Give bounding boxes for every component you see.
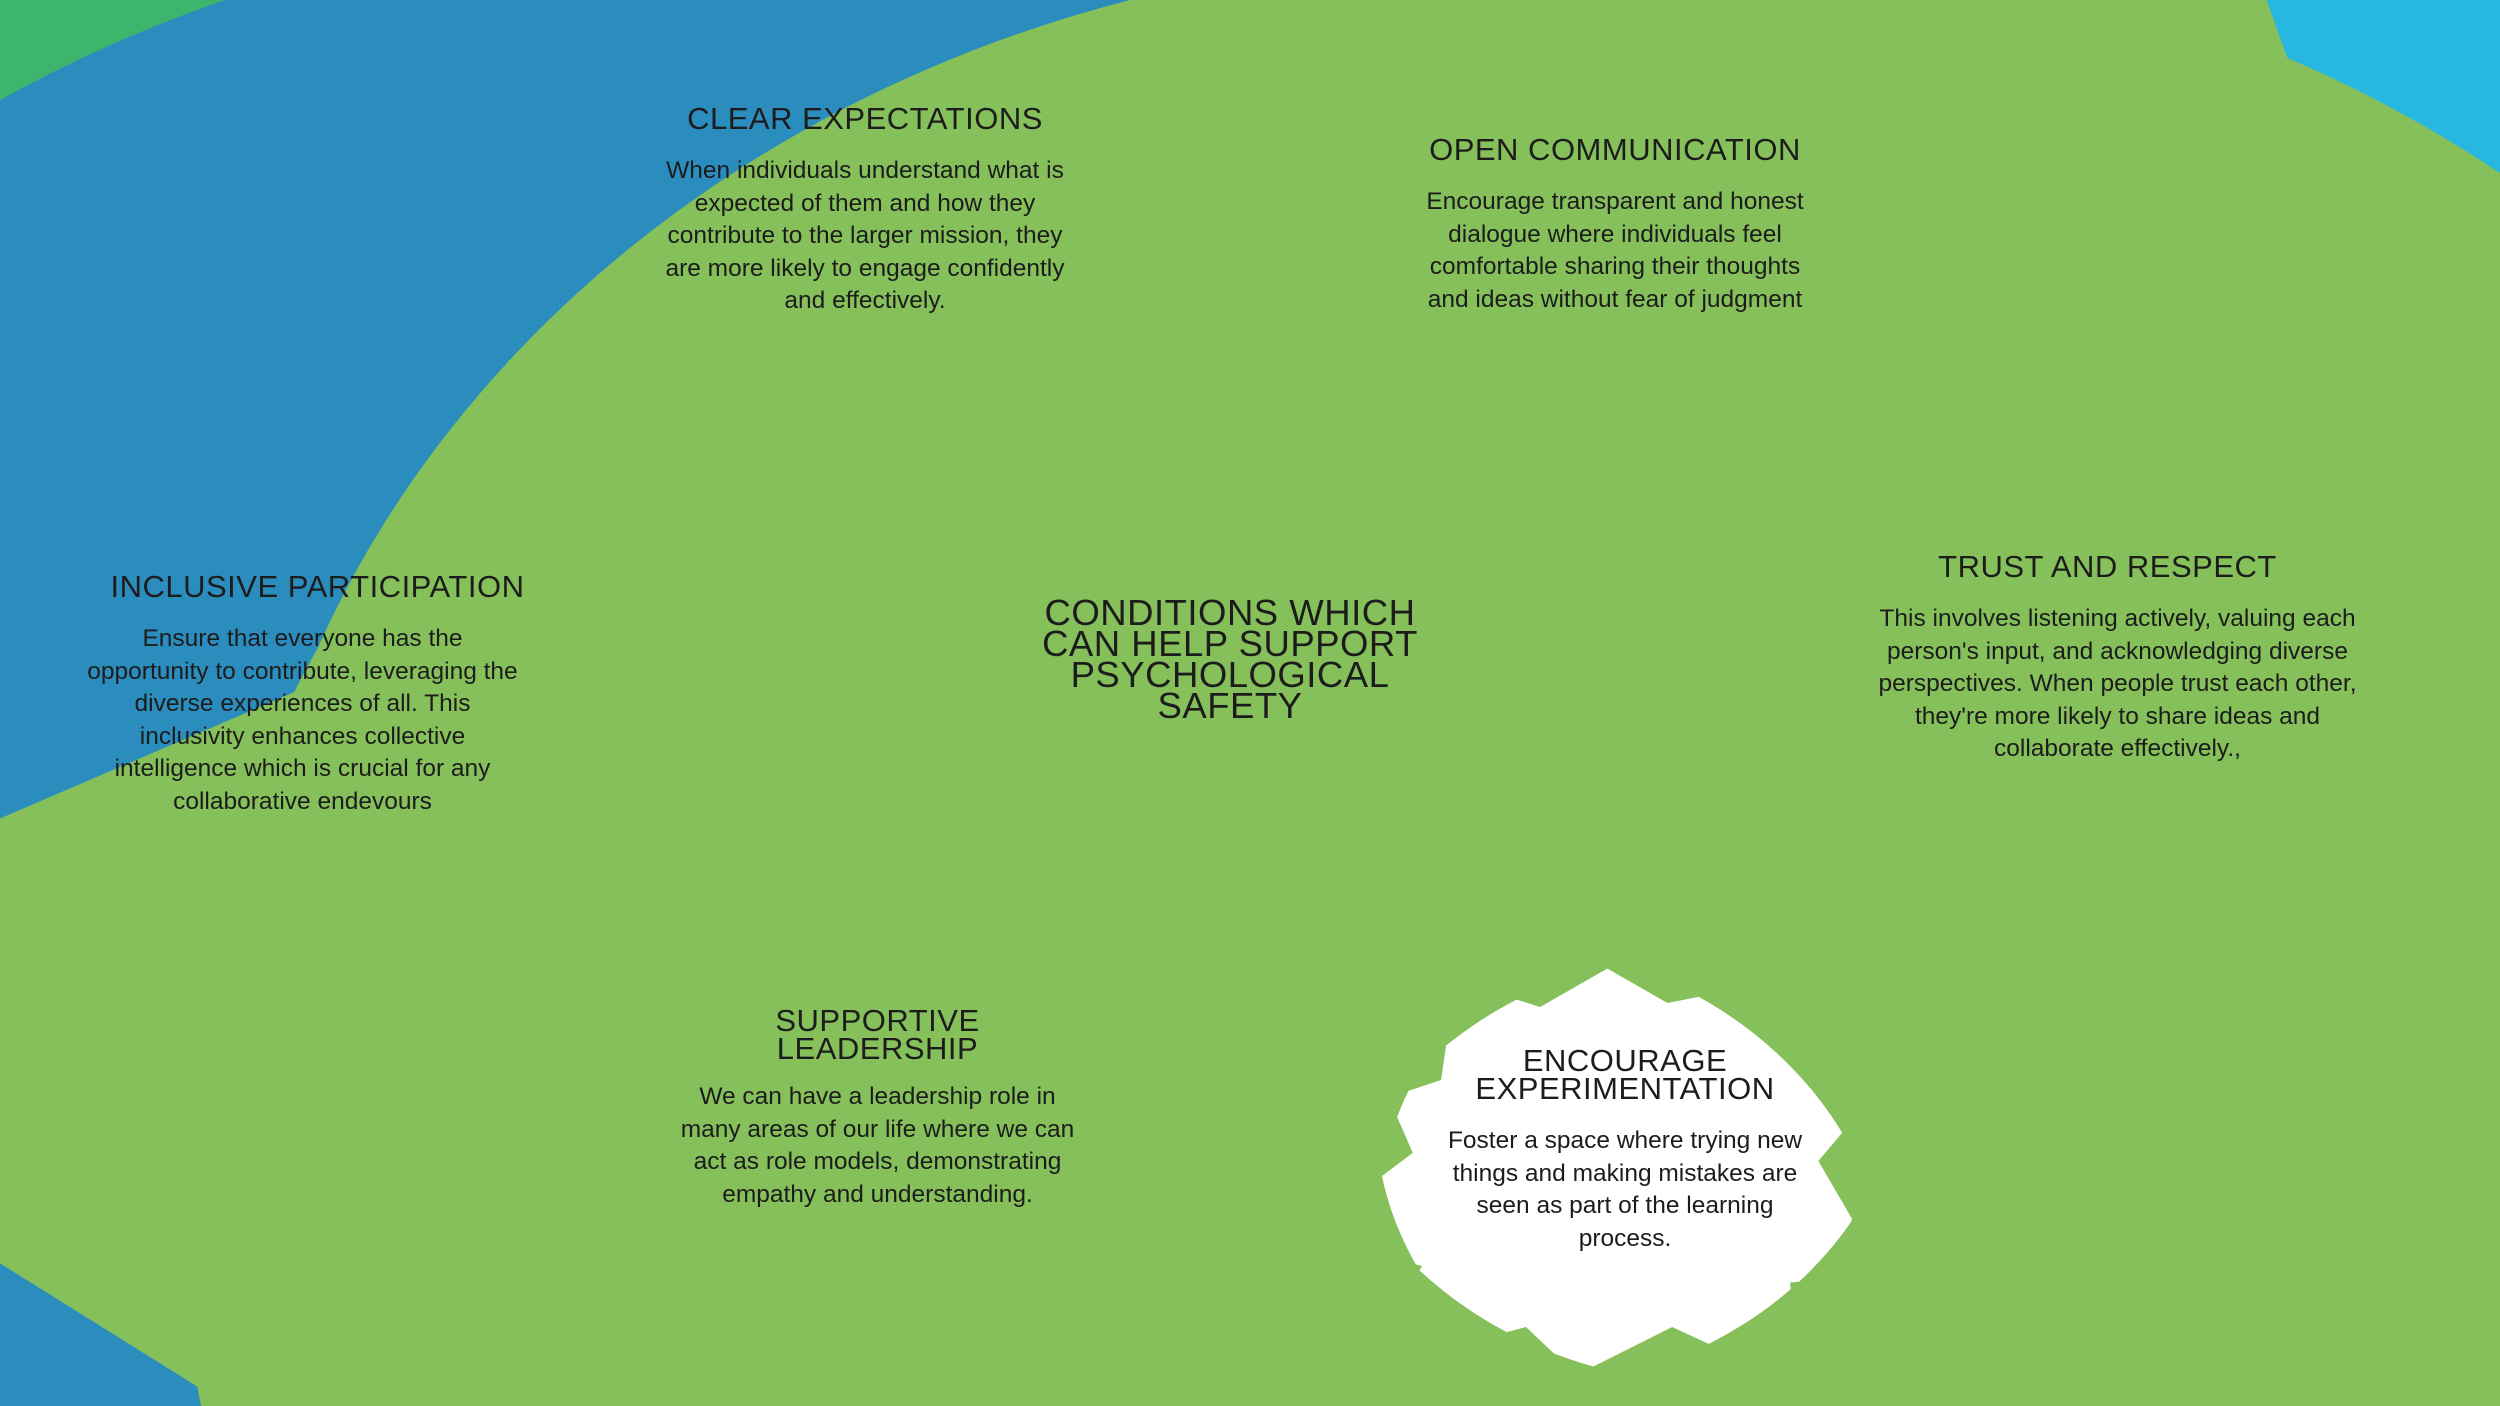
center-title: CONDITIONS WHICH CAN HELP SUPPORT PSYCHOLOGICAL SAFETY bbox=[1042, 592, 1418, 726]
inclusive-participation-title: INCLUSIVE PARTICIPATION bbox=[110, 569, 525, 604]
open-communication-title: OPEN COMMUNICATION bbox=[1429, 132, 1801, 167]
encourage-experimentation-title: ENCOURAGE EXPERIMENTATION bbox=[1475, 1043, 1775, 1106]
clear-expectations-cloud bbox=[665, 101, 1065, 318]
trust-respect-body: This involves listening actively, valuing each person's input, and acknowledging diverse perspectives. When people trust each other, they're more likely to share ideas and collaborate effectively., bbox=[1878, 605, 2357, 762]
open-communication-body: Encourage transparent and honest dialogue where individuals feel comfortable sharing their thoughts and ideas without fear of judgment bbox=[1426, 188, 1804, 313]
inclusive-participation-body: Ensure that everyone has the opportunity to contribute, leveraging the diverse experiences of all. This inclusivity enhances collective intelligence which is crucial for any collaborative endevours bbox=[87, 625, 518, 815]
supportive-leadership-body: We can have a leadership role in many areas of our life where we can act as role models, demonstrating empathy and understanding. bbox=[680, 1083, 1075, 1208]
encourage-experimentation-cloud bbox=[1440, 1043, 1810, 1255]
trust-respect-title: TRUST AND RESPECT bbox=[1938, 549, 2277, 584]
inclusive-participation-cloud bbox=[80, 569, 525, 818]
clear-expectations-body: When individuals understand what is expected of them and how they contribute to the larger mission, they are more likely to engage confidently and effectively. bbox=[665, 157, 1065, 314]
trust-respect-cloud bbox=[1870, 549, 2365, 766]
encourage-experimentation-body: Foster a space where trying new things and making mistakes are seen as part of the learning process. bbox=[1447, 1127, 1803, 1252]
supportive-leadership-title: SUPPORTIVE LEADERSHIP bbox=[775, 1003, 980, 1066]
open-communication-cloud bbox=[1425, 132, 1805, 316]
supportive-leadership-cloud bbox=[680, 1003, 1075, 1211]
clear-expectations-title: CLEAR EXPECTATIONS bbox=[687, 101, 1043, 136]
